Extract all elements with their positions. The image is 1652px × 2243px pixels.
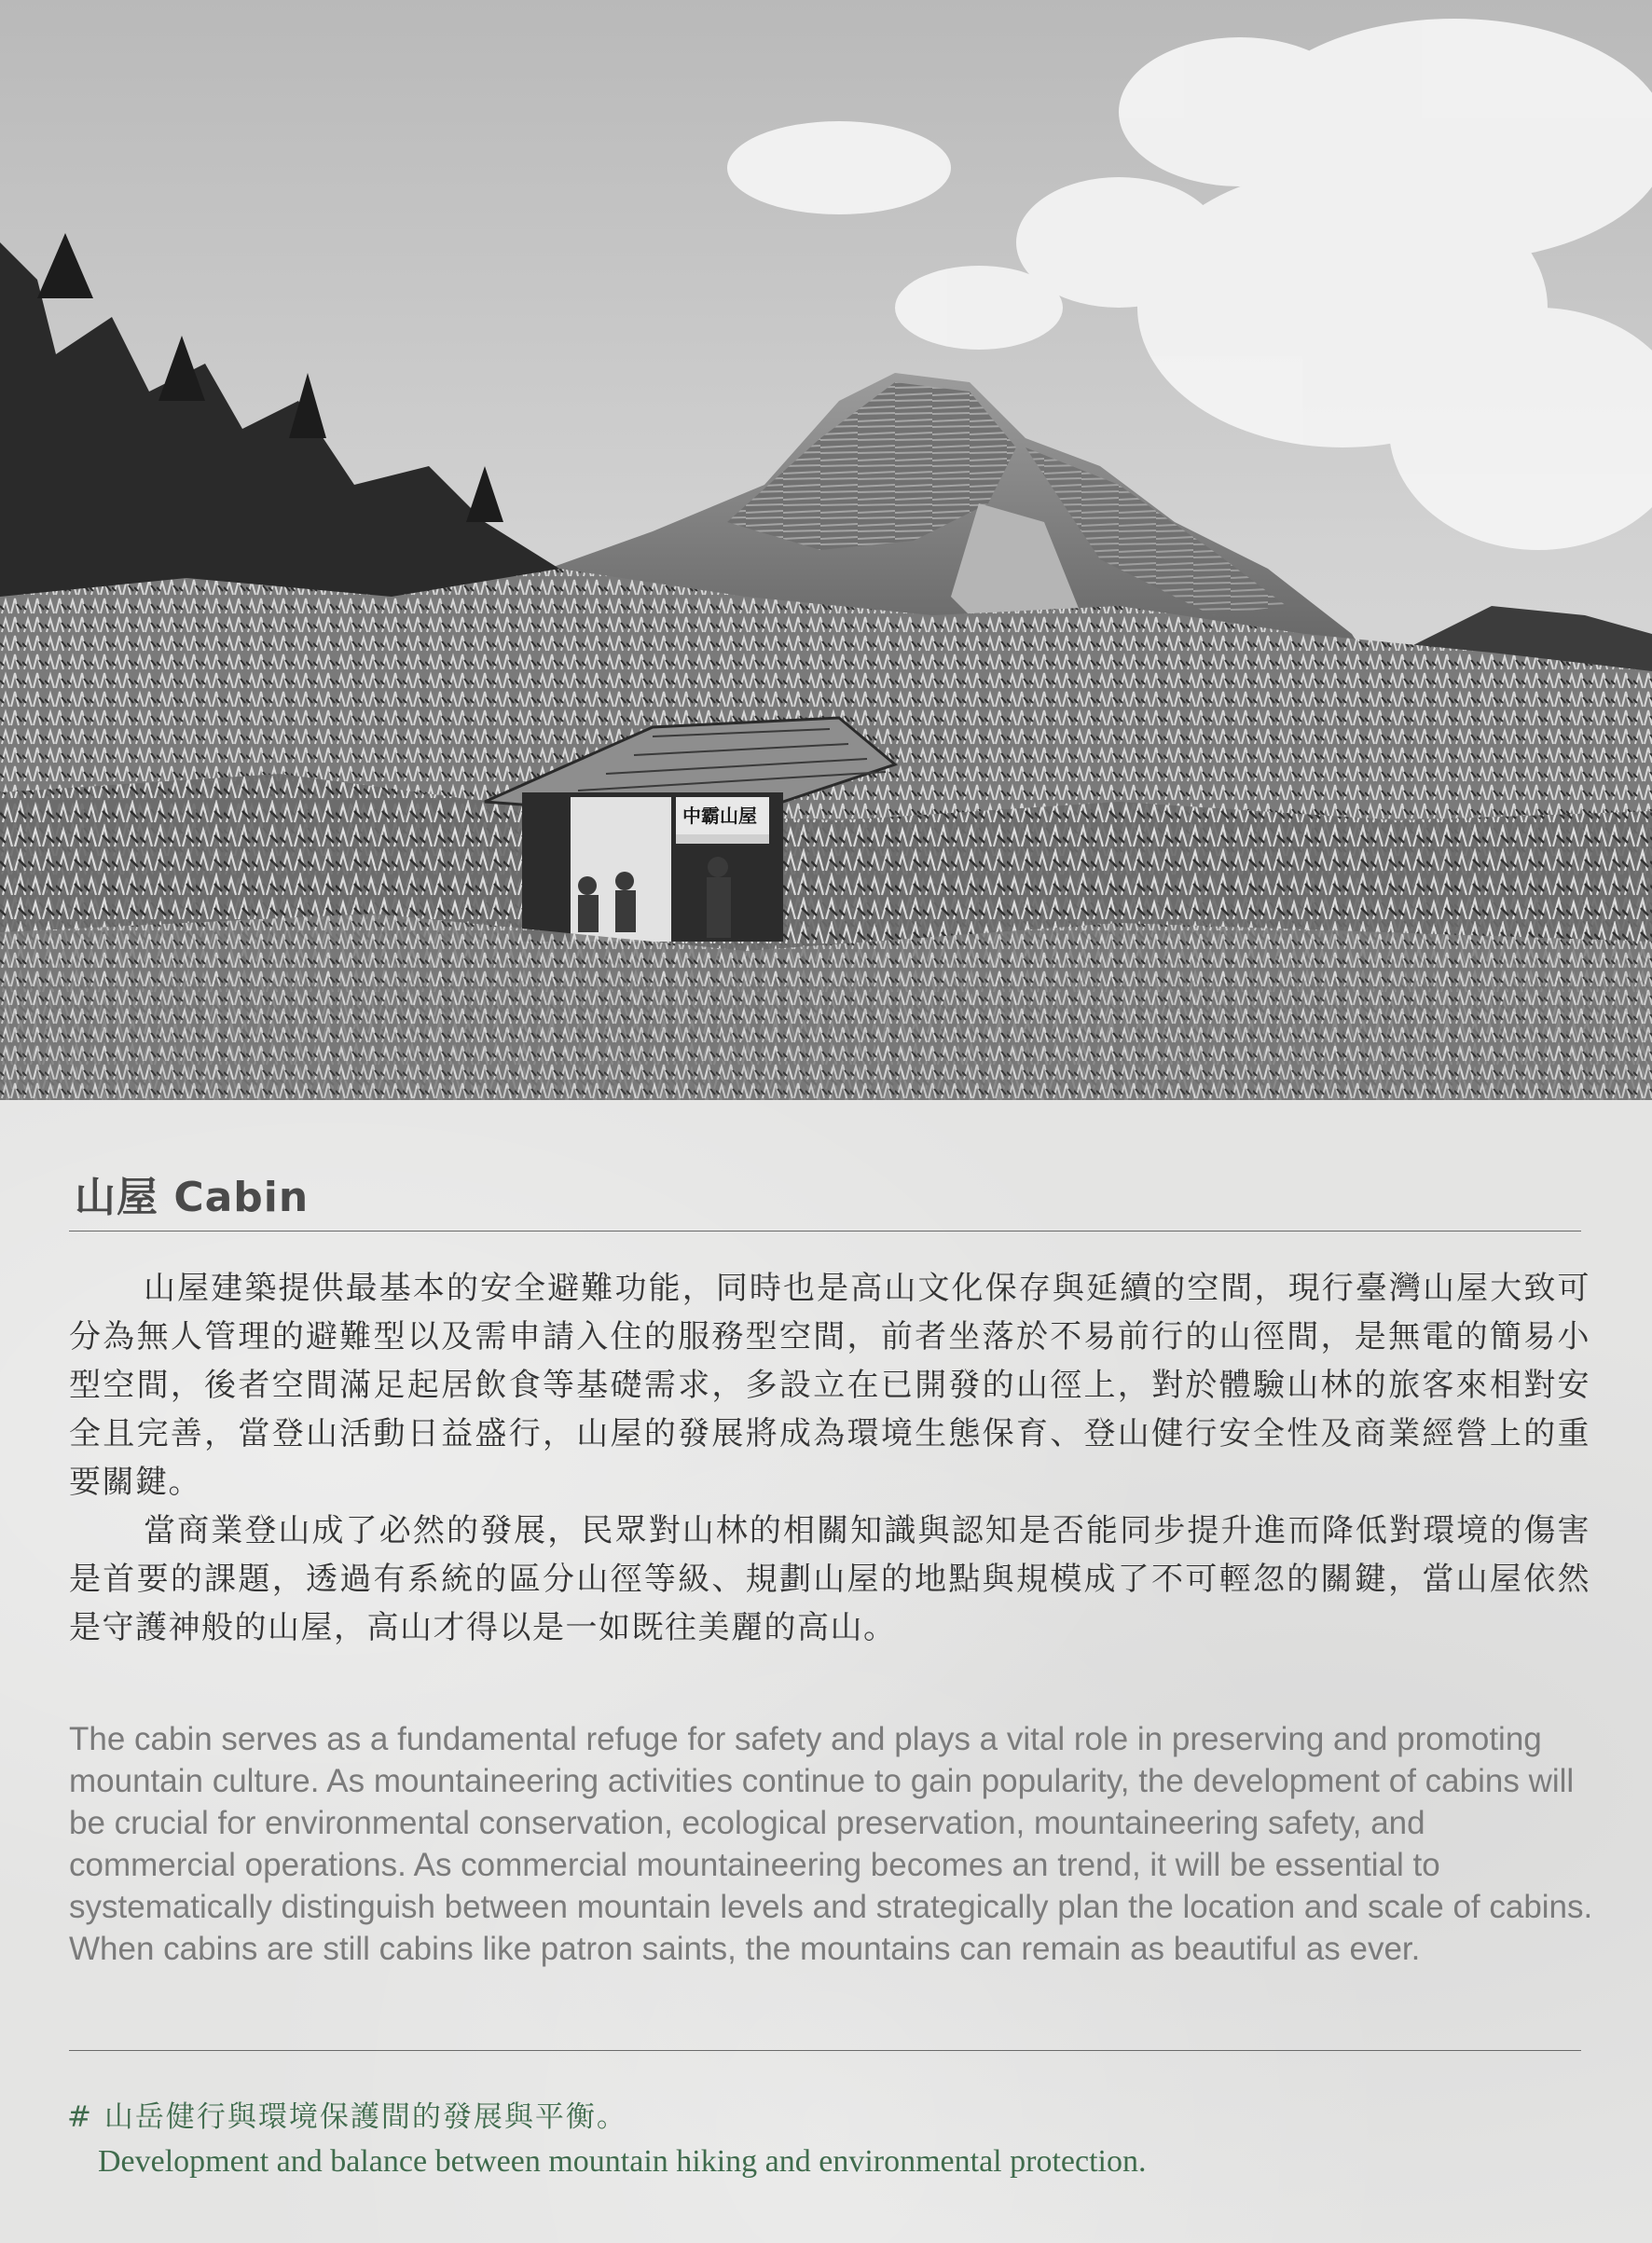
chinese-paragraph-1: 山屋建築提供最基本的安全避難功能，同時也是高山文化保存與延續的空間，現行臺灣山屋大致可分為無人管理的避難型以及需申請入住的服務型空間，前者坐落於不易前行的山徑間，是無電的簡易小型空間，後者空間滿足起居飲食等基礎需求，多設立在已開發的山徑上，對於體驗山林的旅客來相對安全且完善，當登山活動日益盛行，山屋的發展將成為環境生態保育、登山健行安全性及商業經營上的重要關鍵。 <box>69 1270 1590 1501</box>
footer-divider <box>69 2050 1581 2051</box>
cabin-mountain-photo <box>0 0 1652 1100</box>
article-title: 山屋 Cabin <box>75 1174 310 1221</box>
english-paragraph: The cabin serves as a fundamental refuge for safety and plays a vital role in preserving and promoting mountain culture. As mountaineering activities continue to gain popularity, the development of cabins will be crucial for environmental conservation, ecological preservation, mountaineering safety, and commercial operations. As commercial mountaineering becomes an trend, it will be essential to systematically distinguish between mountain levels and strategically plan the location and scale of cabins. When cabins are still cabins like patron saints, the mountains can remain as beautiful as ever. <box>69 1721 1593 1967</box>
hashtag-english: Development and balance between mountain hiking and environmental protection. <box>98 2144 1147 2179</box>
photo-illustration <box>0 0 1652 1100</box>
hashtag-chinese: # 山岳健行與環境保護間的發展與平衡。 <box>67 2100 627 2134</box>
chinese-paragraph-2: 當商業登山成了必然的發展，民眾對山林的相關知識與認知是否能同步提升進而降低對環境的傷害是首要的課題，透過有系統的區分山徑等級、規劃山屋的地點與規模成了不可輕忽的關鍵，當山屋依然是守護神般的山屋，高山才得以是一如既往美麗的高山。 <box>69 1512 1590 1646</box>
chinese-body <box>69 1264 1590 1652</box>
title-divider <box>69 1231 1581 1232</box>
cabin-sign: 中霸山屋 <box>682 805 757 827</box>
article-panel <box>0 1100 1652 2243</box>
